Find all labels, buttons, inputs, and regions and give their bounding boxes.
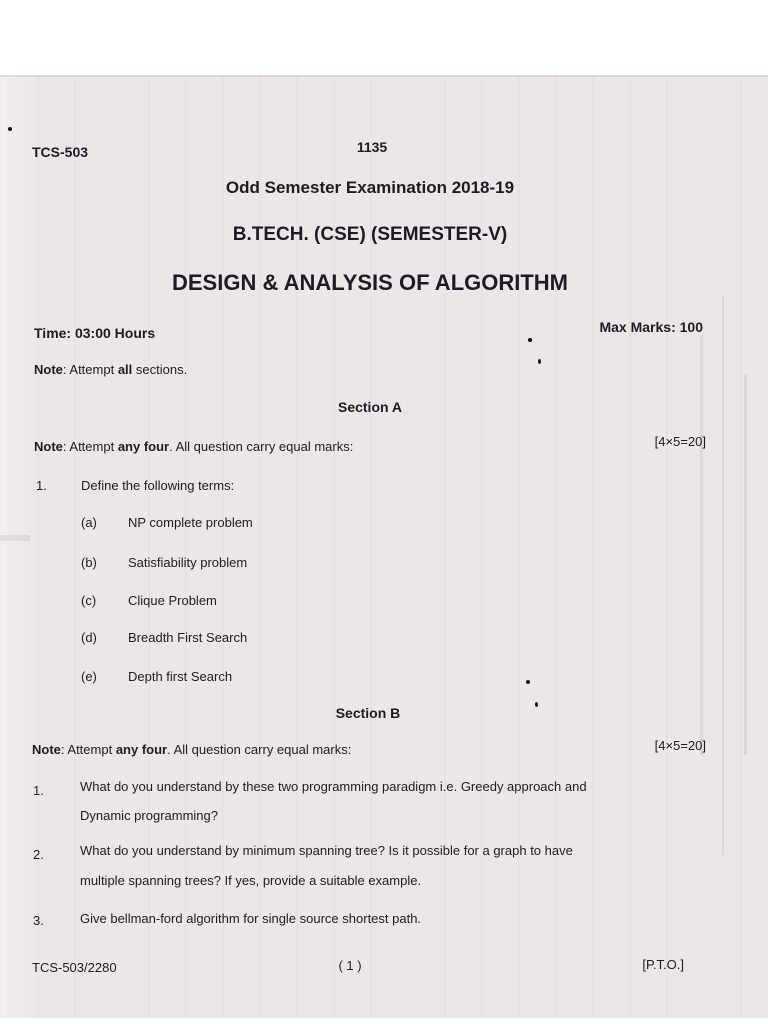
scan-artifact <box>0 75 768 77</box>
part-text: Breadth First Search <box>128 630 248 645</box>
paper-number: 1135 <box>356 139 388 155</box>
section-a-heading: Section A <box>337 399 403 415</box>
scan-speck <box>535 702 538 707</box>
question-number: 3. <box>33 913 44 928</box>
footer-pto: [P.T.O.] <box>642 957 684 972</box>
question-text: Dynamic programming? <box>80 808 218 823</box>
part-label: (d) <box>81 630 97 645</box>
question-text: What do you understand by these two programming paradigm i.e. Greedy approach and <box>80 779 587 794</box>
note-label: Note <box>34 362 63 377</box>
question-text: What do you understand by minimum spanning tree? Is it possible for a graph to have <box>80 843 573 858</box>
part-label: (c) <box>81 593 97 608</box>
question-text: Define the following terms: <box>81 478 235 493</box>
scan-artifact <box>744 375 747 755</box>
part-text: Depth first Search <box>128 669 233 684</box>
scan-speck <box>526 680 530 684</box>
scan-speck <box>8 127 12 131</box>
scan-speck <box>538 359 541 364</box>
part-text: NP complete problem <box>128 515 253 530</box>
section-a-marks: [4×5=20] <box>654 434 706 449</box>
part-text: Satisfiability problem <box>128 555 248 570</box>
section-b-heading: Section B <box>335 705 401 721</box>
question-text: multiple spanning trees? If yes, provide a suitable example. <box>80 873 422 888</box>
part-label: (b) <box>81 555 97 570</box>
section-a-note: Note: Attempt any four. All question carry equal marks: <box>34 439 354 454</box>
scan-speck <box>528 338 532 342</box>
footer-page-number: ( 1 ) <box>338 958 362 973</box>
scan-artifact <box>0 535 30 541</box>
question-number: 2. <box>33 847 44 862</box>
general-note: Note: Attempt all sections. <box>34 362 188 377</box>
subject-title: DESIGN & ANALYSIS OF ALGORITHM <box>171 270 569 295</box>
part-label: (e) <box>81 669 97 684</box>
question-number: 1. <box>36 478 47 493</box>
section-b-note: Note: Attempt any four. All question carry equal marks: <box>32 742 352 757</box>
paper-code: TCS-503 <box>32 144 89 160</box>
footer-code: TCS-503/2280 <box>32 960 117 975</box>
exam-title: Odd Semester Examination 2018-19 <box>225 178 515 197</box>
course-title: B.TECH. (CSE) (SEMESTER-V) <box>232 224 508 245</box>
scan-artifact <box>722 295 724 855</box>
scan-artifact <box>700 335 703 755</box>
question-number: 1. <box>33 783 44 798</box>
part-label: (a) <box>81 515 97 530</box>
section-b-marks: [4×5=20] <box>654 738 706 753</box>
exam-paper-page <box>0 75 768 1018</box>
question-text: Give bellman-ford algorithm for single source shortest path. <box>80 911 422 926</box>
max-marks: Max Marks: 100 <box>599 319 703 335</box>
exam-time: Time: 03:00 Hours <box>34 325 156 341</box>
part-text: Clique Problem <box>128 593 217 608</box>
